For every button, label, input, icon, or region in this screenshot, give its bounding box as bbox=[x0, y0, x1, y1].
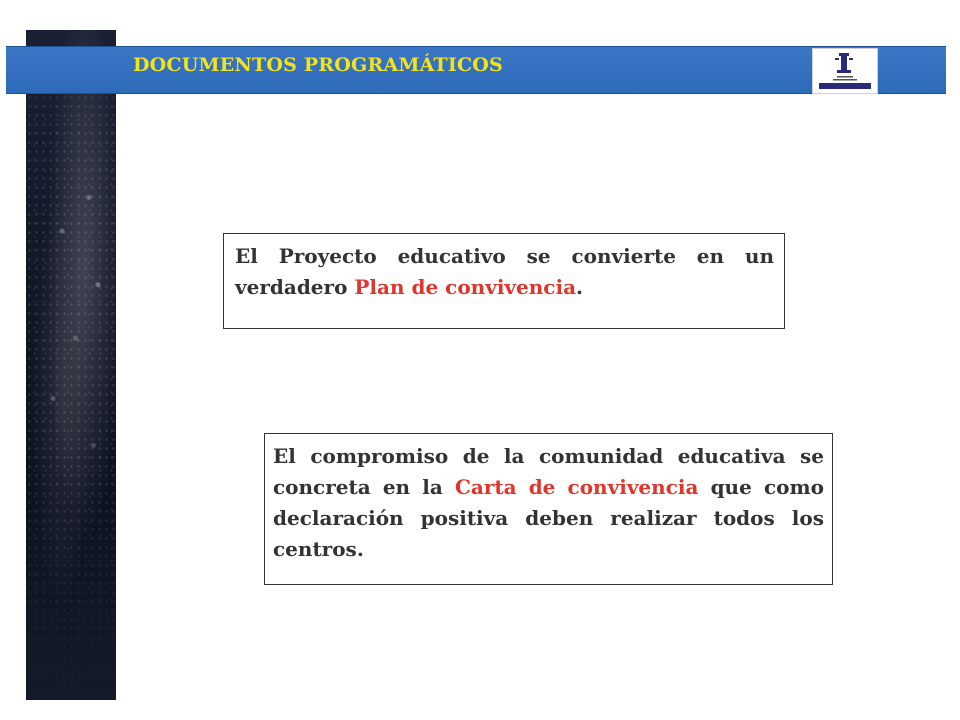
box-1-text: El Proyecto educativo se convierte en un verdadero bbox=[235, 244, 774, 299]
plan-convivencia-highlight: Plan de convivencia bbox=[354, 275, 577, 299]
night-satellite-image bbox=[26, 30, 116, 700]
compromiso-comunidad-box bbox=[264, 433, 833, 585]
proyecto-educativo-box bbox=[223, 233, 785, 329]
box-2-text: El compromiso de la comunidad educativa se concreta en la bbox=[273, 444, 824, 499]
carta-convivencia-highlight: Carta de convivencia bbox=[454, 475, 699, 499]
box-2-text-end: que como declaración positiva deben realizar todos los centros. bbox=[273, 475, 824, 561]
institution-logo-icon bbox=[812, 48, 878, 94]
box-1-text-end: . bbox=[576, 275, 584, 299]
page-title: DOCUMENTOS PROGRAMÁTICOS bbox=[133, 54, 503, 76]
